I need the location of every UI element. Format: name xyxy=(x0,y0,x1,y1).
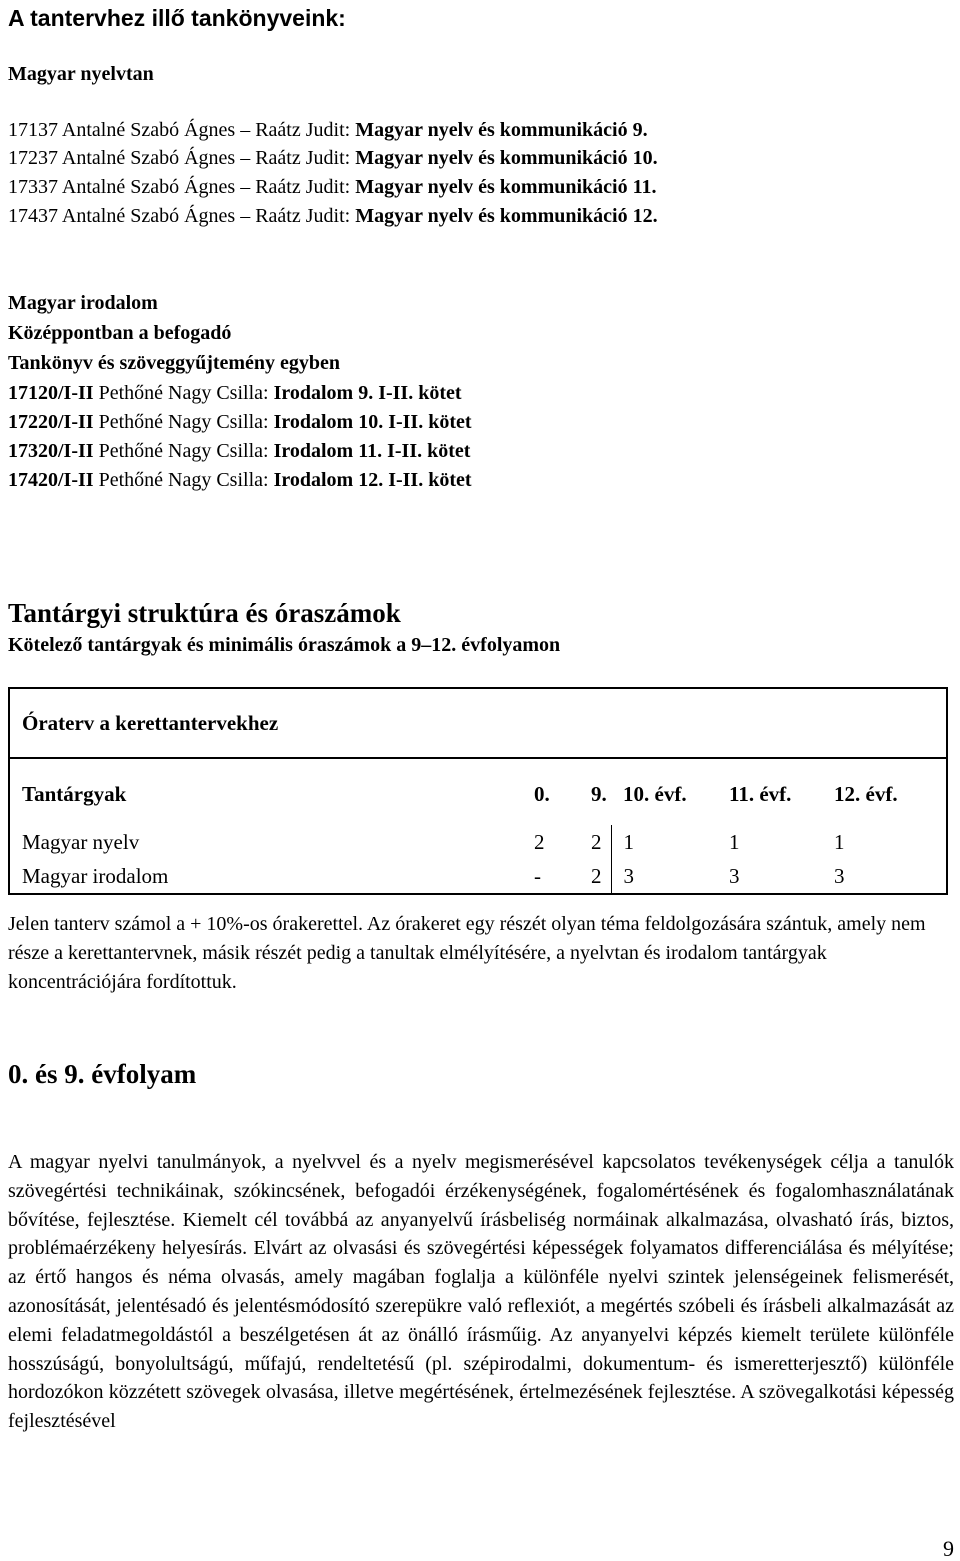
table-cell: 1 xyxy=(729,829,740,854)
book-author: Antalné Szabó Ágnes – Raátz Judit: xyxy=(61,176,351,198)
book-line xyxy=(8,441,470,461)
book-code: 17420/I-II xyxy=(8,469,94,491)
orakeret-note: Jelen tanterv számol a + 10%-os órakerettel. Az órakeret egy részét olyan téma feldolgozására szántuk, amely nem része a kerettantervnek, másik részét pedig a tanultak elmélyítésére, a nyelvtan és irodalom tantárgyak koncentrációjára fordítottuk. xyxy=(8,913,926,993)
book-line xyxy=(8,177,657,197)
book-line xyxy=(8,412,472,432)
table-cell: 3 xyxy=(822,859,947,894)
table-cell: 2 xyxy=(534,829,545,854)
table-row xyxy=(9,825,947,859)
book-code: 17237 xyxy=(8,147,58,169)
table-cell: 2 xyxy=(579,859,611,894)
section-title: 0. és 9. évfolyam xyxy=(8,1059,197,1089)
book-line xyxy=(8,383,462,403)
table-cell: - xyxy=(522,859,579,894)
book-code: 17437 xyxy=(8,205,58,227)
book-line xyxy=(8,148,658,168)
header-cell: 9. xyxy=(591,781,607,806)
page-number: 9 xyxy=(943,1536,954,1561)
table-cell: 3 xyxy=(717,859,822,894)
book-author: Pethőné Nagy Csilla: xyxy=(98,440,269,462)
struktura-subtitle: Kötelező tantárgyak és minimális óraszámok a 9–12. évfolyamon xyxy=(8,634,561,656)
table-cell: Magyar irodalom xyxy=(9,859,522,894)
header-cell: 11. évf. xyxy=(729,781,792,806)
header-cell: 12. évf. xyxy=(822,758,947,825)
irodalom-title: Magyar irodalom xyxy=(8,292,158,314)
table-cell: 3 xyxy=(611,859,717,894)
nyelvtan-title: Magyar nyelvtan xyxy=(8,63,154,85)
header-cell: Tantárgyak xyxy=(9,758,522,825)
book-title: Irodalom 10. I-II. kötet xyxy=(273,411,472,433)
book-title: Magyar nyelv és kommunikáció 10. xyxy=(355,147,658,169)
table-cell: 2 xyxy=(579,825,611,859)
book-code: 17120/I-II xyxy=(8,382,94,404)
book-line xyxy=(8,206,658,226)
header-cell: 0. xyxy=(534,781,550,806)
table-caption-row xyxy=(9,688,947,758)
book-title: Magyar nyelv és kommunikáció 12. xyxy=(355,205,658,227)
book-title: Irodalom 11. I-II. kötet xyxy=(273,440,471,462)
book-author: Pethőné Nagy Csilla: xyxy=(98,469,269,491)
book-code: 17137 xyxy=(8,119,58,141)
table-cell: Magyar nyelv xyxy=(9,825,522,859)
irodalom-subtitle: Középpontban a befogadó xyxy=(8,322,232,344)
book-author: Antalné Szabó Ágnes – Raátz Judit: xyxy=(61,119,351,141)
header-cell: 10. évf. xyxy=(623,781,687,806)
book-title: Irodalom 12. I-II. kötet xyxy=(273,469,472,491)
oraterv-table xyxy=(8,687,948,895)
table-caption: Óraterv a kerettantervekhez xyxy=(9,688,947,758)
table-cell: 1 xyxy=(623,829,634,854)
book-line xyxy=(8,120,648,140)
table-row xyxy=(9,859,947,894)
table-header-row xyxy=(9,758,947,825)
book-author: Pethőné Nagy Csilla: xyxy=(98,382,269,404)
book-author: Pethőné Nagy Csilla: xyxy=(98,411,269,433)
book-title: Irodalom 9. I-II. kötet xyxy=(273,382,462,404)
table-cell: 1 xyxy=(822,825,947,859)
book-author: Antalné Szabó Ágnes – Raátz Judit: xyxy=(61,205,351,227)
section-paragraph: A magyar nyelvi tanulmányok, a nyelvvel és a nyelv megismerésével kapcsolatos tevékenységek célja a tanulók szövegértési technikáinak, szókincsének, befogadói érzékenységének, fogalomértésének és fogalomhasználatának bővítése, fejlesztése. Kiemelt cél továbbá az anyanyelvű írásbeliség normáinak alkalmazása, olvasható írás, biztos, problémaérzékeny helyesírás. Elvárt az olvasási és szövegértési képességek folyamatos differenciálása és mélyítése; az értő hangos és néma olvasás, amely magában foglalja a különféle nyelvi szintek jelenségeinek felismerését, azonosítását, jelentésadó és jelentésmódosító szerepükre való reflexiót, a megértés szóbeli és írásbeli alkalmazását az elemi feladatmegoldástól a beszélgetésen át az önálló írásműig. Az anyanyelvi képzés kiemelt területe különféle hosszúságú, bonyolultságú, műfajú, rendeltetésű (pl. szépirodalmi, dokumentum- és ismeretterjesztő) különféle hordozókon közzétett szövegek olvasása, illetve megértésének, értelmezésének fejlesztése. A szövegalkotási képesség fejlesztésével xyxy=(8,1151,954,1433)
book-title: Magyar nyelv és kommunikáció 11. xyxy=(355,176,657,198)
book-author: Antalné Szabó Ágnes – Raátz Judit: xyxy=(61,147,351,169)
book-line xyxy=(8,470,472,490)
page-heading: A tantervhez illő tankönyveink: xyxy=(8,5,346,31)
irodalom-subtitle: Tankönyv és szöveggyűjtemény egyben xyxy=(8,352,341,374)
book-code: 17220/I-II xyxy=(8,411,94,433)
struktura-title: Tantárgyi struktúra és óraszámok xyxy=(8,598,401,628)
book-code: 17337 xyxy=(8,176,58,198)
book-title: Magyar nyelv és kommunikáció 9. xyxy=(355,119,648,141)
book-code: 17320/I-II xyxy=(8,440,94,462)
